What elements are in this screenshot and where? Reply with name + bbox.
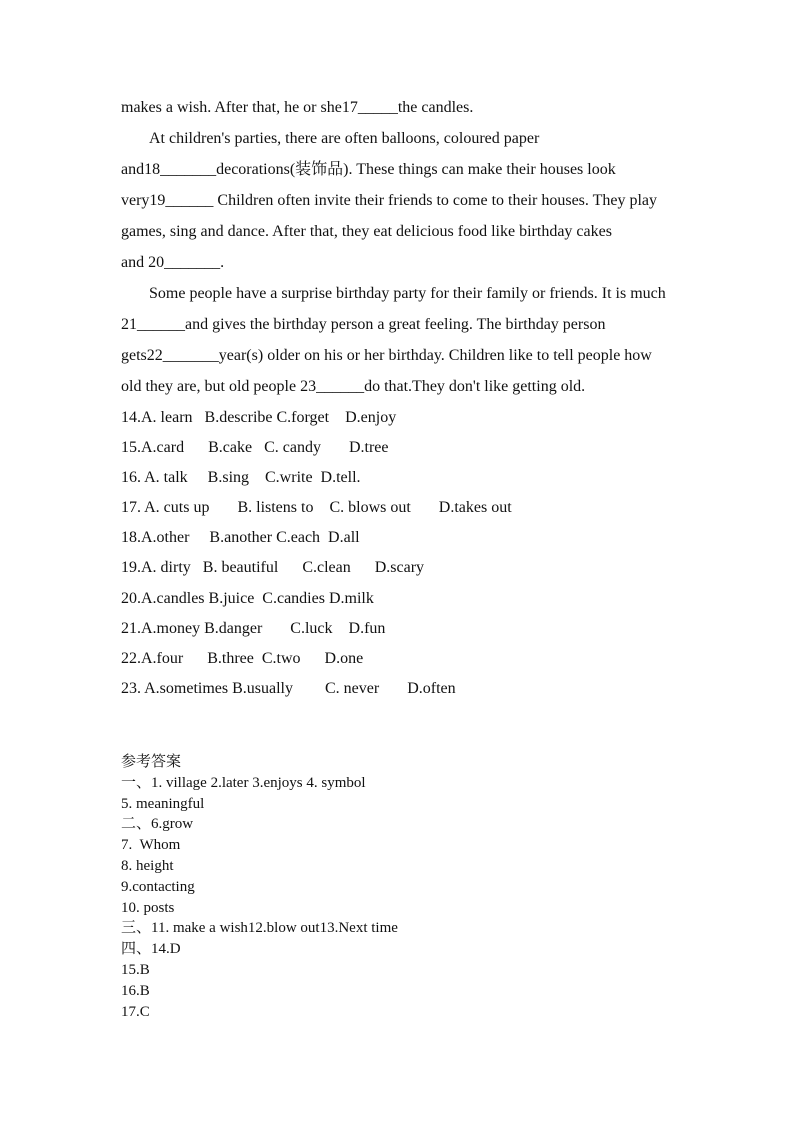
answer-key-line: 17.C [121,1003,150,1020]
answer-key-line: 7. Whom [121,837,181,854]
passage-line: old they are, but old people 23______do that.They don't like getting old. [121,378,586,395]
passage-line: makes a wish. After that, he or she17_____the candles. [121,99,474,116]
answer-key-line: 9.contacting [121,878,195,895]
question-options: 21.A.money B.danger C.luck D.fun [121,619,386,637]
passage-line: At children's parties, there are often balloons, coloured paper [149,130,540,147]
question-options: 16. A. talk B.sing C.write D.tell. [121,469,361,487]
question-options: 22.A.four B.three C.two D.one [121,649,364,667]
answer-key-line: 8. height [121,857,174,874]
answer-key-line: 二、6.grow [121,816,194,833]
answer-key-line: 5. meaningful [121,795,205,812]
answer-key [121,752,701,1022]
passage-line: Some people have a surprise birthday party for their family or friends. It is much [149,285,666,302]
answer-key-heading: 参考答案 [121,754,182,770]
answer-key-line: 15.B [121,961,150,978]
passage-line: very19______ Children often invite their friends to come to their houses. They play [121,192,658,209]
question-options: 20.A.candles B.juice C.candies D.milk [121,589,374,607]
answer-key-line: 16.B [121,982,150,999]
answer-options-list [121,406,701,707]
cloze-passage [121,96,701,406]
question-options: 19.A. dirty B. beautiful C.clean D.scary [121,559,425,577]
answer-key-line: 一、1. village 2.later 3.enjoys 4. symbol [121,774,366,791]
passage-line: games, sing and dance. After that, they eat delicious food like birthday cakes [121,223,612,240]
question-options: 23. A.sometimes B.usually C. never D.often [121,679,456,697]
answer-key-line: 10. posts [121,899,175,916]
question-options: 14.A. learn B.describe C.forget D.enjoy [121,409,397,426]
passage-line: 21______and gives the birthday person a great feeling. The birthday person [121,316,606,333]
answer-key-line: 四、14.D [121,941,181,958]
passage-line: and 20_______. [121,254,225,271]
question-options: 15.A.card B.cake C. candy D.tree [121,439,389,457]
question-options: 18.A.other B.another C.each D.all [121,529,360,547]
passage-line: gets22_______year(s) older on his or her birthday. Children like to tell people how [121,347,652,364]
passage-line: and18_______decorations(装饰品). These things can make their houses look [121,161,616,178]
answer-key-line: 三、11. make a wish12.blow out13.Next time [121,920,398,937]
question-options: 17. A. cuts up B. listens to C. blows out D.takes out [121,499,512,517]
